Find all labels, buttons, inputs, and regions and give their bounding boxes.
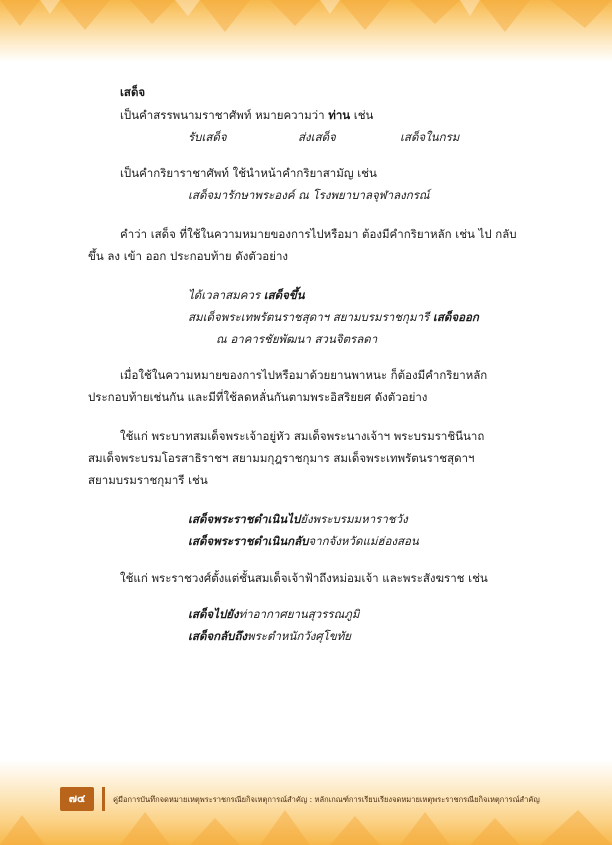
paragraph-5-example-1-verb: เสด็จพระราชดำเนินไป bbox=[188, 512, 301, 526]
paragraph-5-example-2-place: จากจังหวัดแม่ฮ่องสอน bbox=[308, 534, 419, 548]
paragraph-5-line-2: สมเด็จพระบรมโอรสาธิราชฯ สยามมกุฎราชกุมาร สมเด็จพระเทพรัตนราชสุดาฯ bbox=[88, 451, 475, 465]
page-number-badge: ๗๔ bbox=[60, 787, 94, 811]
paragraph-3-line-1: คำว่า เสด็จ ที่ใช้ในความหมายของการไปหรือมา ต้องมีคำกริยาหลัก เช่น ไป กลับ bbox=[120, 227, 517, 241]
paragraph-2-example: เสด็จมารักษาพระองค์ ณ โรงพยาบาลจุฬาลงกรณ์ bbox=[188, 188, 430, 202]
top-diamond-pattern bbox=[0, 0, 612, 62]
paragraph-6-line-1: ใช้แก่ พระราชวงศ์ตั้งแต่ชั้นสมเด็จเจ้าฟ้าถึงหม่อมเจ้า และพระสังฆราช เช่น bbox=[120, 571, 488, 585]
paragraph-1-tail: เช่น bbox=[350, 108, 374, 122]
paragraph-3-example-2-text: สมเด็จพระเทพรัตนราชสุดาฯ สยามบรมราชกุมารี bbox=[188, 310, 433, 324]
paragraph-1 bbox=[120, 108, 373, 123]
paragraph-5-example-2 bbox=[188, 534, 419, 549]
example-word-1: รับเสด็จ bbox=[188, 130, 227, 144]
paragraph-5-line-3: สยามบรมราชกุมารี เช่น bbox=[88, 473, 208, 487]
paragraph-2: เป็นคำกริยาราชาศัพท์ ใช้นำหน้าคำกริยาสามัญ เช่น bbox=[120, 166, 377, 180]
paragraph-6-example-2-verb: เสด็จกลับถึง bbox=[188, 629, 248, 643]
paragraph-3-example-2-verb: เสด็จออก bbox=[432, 310, 479, 324]
top-decorative-band bbox=[0, 0, 612, 62]
paragraph-3-example-1-text: ได้เวลาสมควร bbox=[188, 288, 264, 302]
paragraph-1-lead: เป็นคำสรรพนามราชาศัพท์ หมายความว่า bbox=[120, 108, 329, 122]
paragraph-3-example-3: ณ อาคารชัยพัฒนา สวนจิตรลดา bbox=[216, 332, 378, 346]
paragraph-5-example-1 bbox=[188, 512, 408, 527]
paragraph-5-line-1: ใช้แก่ พระบาทสมเด็จพระเจ้าอยู่หัว สมเด็จพระนางเจ้าฯ พระบรมราชินีนาถ bbox=[120, 429, 485, 443]
footer-title: คู่มือการบันทึกจดหมายเหตุพระราชกรณียกิจเหตุการณ์สำคัญ : หลักเกณฑ์การเรียบเรียงจดหมายเหตุพระราชกรณียกิจเหตุการณ์สำคัญ bbox=[113, 795, 540, 804]
paragraph-6-example-1 bbox=[188, 607, 359, 622]
paragraph-4-line-1: เมื่อใช้ในความหมายของการไปหรือมาด้วยยานพาหนะ ก็ต้องมีคำกริยาหลัก bbox=[120, 368, 488, 382]
paragraph-6-example-1-verb: เสด็จไปยัง bbox=[188, 607, 239, 621]
paragraph-6-example-2-place: พระตำหนักวังศุโขทัย bbox=[247, 629, 352, 643]
paragraph-1-emphasis: ท่าน bbox=[328, 108, 351, 122]
example-word-3: เสด็จในกรม bbox=[400, 130, 460, 144]
paragraph-3-example-1-verb: เสด็จขึ้น bbox=[263, 288, 305, 302]
paragraph-5-example-2-verb: เสด็จพระราชดำเนินกลับ bbox=[188, 534, 309, 548]
paragraph-3-line-2: ขึ้น ลง เข้า ออก ประกอบท้าย ดังตัวอย่าง bbox=[88, 249, 289, 263]
footer-divider bbox=[102, 787, 105, 811]
section-heading: เสด็จ bbox=[120, 85, 146, 99]
paragraph-6-example-1-place: ท่าอากาศยานสุวรรณภูมิ bbox=[238, 607, 360, 621]
paragraph-3-example-1 bbox=[188, 288, 305, 303]
paragraph-4-line-2: ประกอบท้ายเช่นกัน และมีที่ใช้ลดหลั่นกันตามพระอิสริยยศ ดังตัวอย่าง bbox=[88, 390, 428, 404]
paragraph-5-example-1-place: ยังพระบรมมหาราชวัง bbox=[300, 512, 408, 526]
paragraph-6-example-2 bbox=[188, 629, 351, 644]
example-word-2: ส่งเสด็จ bbox=[298, 130, 336, 144]
paragraph-3-example-2 bbox=[188, 310, 479, 325]
